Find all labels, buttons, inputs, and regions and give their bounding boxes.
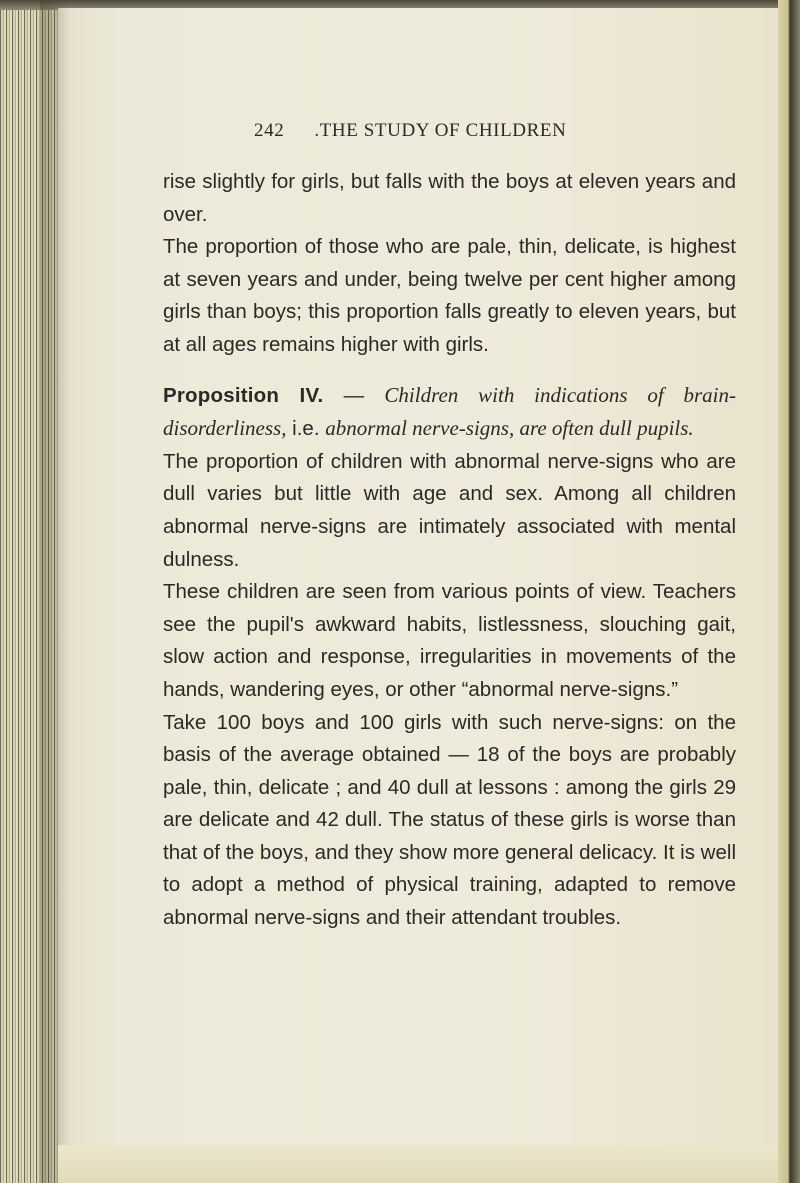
binding-shadow [40, 0, 70, 1183]
running-head-title: .THE STUDY OF CHILDREN [314, 120, 567, 141]
right-page-edge [778, 0, 800, 1183]
proposition-heading [163, 379, 736, 446]
bottom-page-edge [58, 1145, 800, 1183]
proposition-label: Proposition IV. [163, 383, 324, 407]
paragraph-points-of-view: These children are seen from various points of view. Teachers see the pupil's awkward habits, listlessness, slouching gait, slow action and response, irregularities in movements of the hands, wandering eyes, or other “abnormal nerve-signs.” [163, 580, 736, 701]
proposition-dash: — [323, 383, 385, 407]
paragraph-pale-thin-delicate [163, 231, 736, 361]
page-body [163, 166, 736, 935]
proposition-title-part-2: abnormal nerve-signs, [325, 416, 515, 441]
running-header [254, 120, 566, 142]
proposition-title-part-1: Children with indications of brain-disorderliness, [163, 382, 736, 441]
paragraph-take-100: Take 100 boys and 100 girls with such nerve-signs: on the basis of the average obtained — 18 of the boys are probably pale, thin, delicate ; and 40 dull at lessons : among the girls 29 are delicate and 42 dull. The status of these girls is worse than that of the boys, and they show more general delicacy. It is well to adopt a method of physical training, adapted to remove abnormal nerve-signs and their attendant troubles. [163, 710, 736, 930]
page-number: 242 [254, 120, 285, 141]
proposition-title-part-3: are often dull pupils. [514, 416, 694, 441]
paragraph-pale-thin-delicate-text: The proportion of those who are pale, thin, delicate, is highest at seven years and under, being twelve per cent higher among girls than boys; this proportion falls greatly to eleven years, but at all ages remains higher with girls. [163, 235, 736, 356]
paragraph-proportion-nerve-signs: The proportion of children with abnormal nerve-signs who are dull varies but little with age and sex. Among all children abnormal nerve-signs are intimately associated with mental dulness. [163, 449, 736, 571]
proposition-ie: i.e. [286, 417, 326, 441]
paragraph-continuation: rise slightly for girls, but falls with the boys at eleven years and over. [163, 170, 736, 226]
